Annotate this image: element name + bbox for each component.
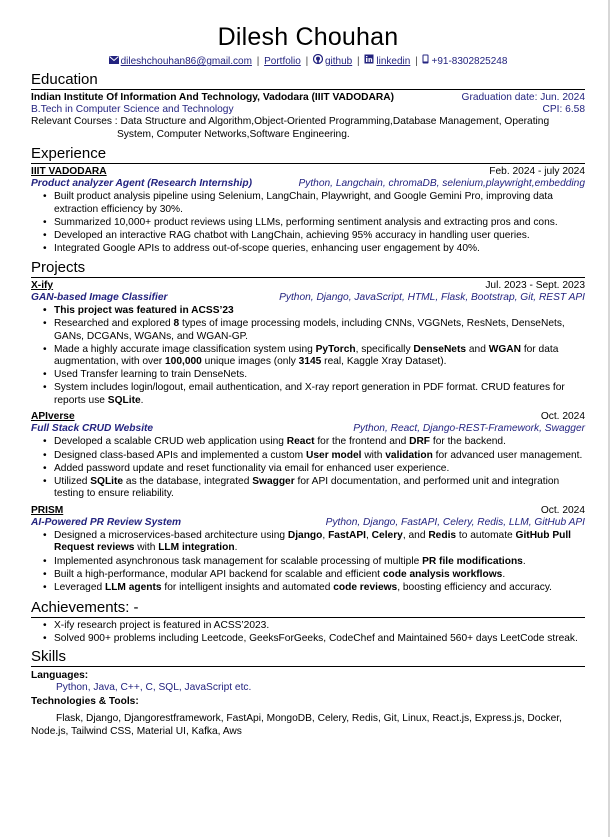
- courses-label: Relevant Courses :: [31, 116, 118, 128]
- linkedin-icon: [364, 54, 374, 68]
- list-item: • System includes login/logout, email authentication, and X-ray report generation in PDF format. CRUD features for reports use SQLite.: [54, 382, 585, 406]
- project-prism-row: [31, 505, 585, 517]
- cpi: CPI: 6.58: [542, 104, 585, 116]
- project-subtitle: AI-Powered PR Review System: [31, 516, 182, 528]
- list-item: • Integrated Google APIs to address out-of-scope queries, enhancing user engagement by 40%.: [54, 243, 585, 255]
- list-item: • Developed an interactive RAG chatbot with LangChain, achieving 95% accuracy in handling user queries.: [54, 230, 585, 242]
- skills-heading: Skills: [31, 647, 67, 665]
- list-item: • Researched and explored 8 types of image processing models, including CNNs, VGGNets, ResNets, DenseNets, GANs, DCGANs, WGANs, and WGAN-GP.: [54, 318, 585, 342]
- project-dates: Jul. 2023 - Sept. 2023: [485, 279, 585, 291]
- candidate-name: Dilesh Chouhan: [217, 23, 399, 51]
- experience-tech: Python, Langchain, chromaDB, selenium,playwright,embedding: [298, 178, 585, 190]
- list-item: • Built product analysis pipeline using Selenium, LangChain, Playwright, and Google Gemini Pro, improving data extraction efficiency by 30%.: [54, 191, 585, 215]
- list-item: • Built a high-performance, modular API backend for scalable and efficient code analysis workflows.: [54, 569, 585, 581]
- experience-row: [31, 166, 585, 178]
- section-divider: [31, 163, 585, 164]
- separator: |: [357, 56, 360, 67]
- section-divider: [31, 277, 585, 278]
- project-prism-bullets: [31, 530, 585, 594]
- project-subtitle: Full Stack CRUD Website: [31, 423, 154, 435]
- list-item: • This project was featured in ACSS’23: [54, 305, 585, 317]
- achievements-heading: Achievements: -: [31, 599, 139, 617]
- linkedin-link[interactable]: linkedin: [376, 56, 411, 67]
- section-divider: [31, 666, 585, 667]
- project-prism-sub: [31, 517, 585, 529]
- education-heading: Education: [31, 71, 98, 88]
- section-divider: [31, 89, 585, 90]
- experience-org: IIIT VADODARA: [31, 165, 107, 177]
- experience-role-row: [31, 178, 585, 190]
- page-edge: [608, 0, 610, 837]
- phone-number: +91-8302825248: [431, 56, 508, 67]
- project-tech: Python, Django, FastAPI, Celery, Redis, LLM, GitHub API: [325, 516, 585, 528]
- project-apiverse-sub: [31, 423, 585, 435]
- phone-icon: [422, 54, 429, 68]
- list-item: • Made a highly accurate image classification system using PyTorch, specifically DenseNets and WGAN for data augmentation, with over 100,000 unique images (only 3145 real, Kaggle Xray Dataset).: [54, 344, 585, 368]
- institute-name: Indian Institute Of Information And Technology, Vadodara (IIIT VADODARA): [31, 92, 394, 103]
- separator: |: [305, 56, 309, 67]
- degree-row: [31, 104, 585, 116]
- mail-icon: [109, 56, 119, 68]
- list-item: • X-ify research project is featured in ACSS’2023.: [54, 620, 585, 632]
- list-item: • Solved 900+ problems including Leetcode, GeeksForGeeks, CodeChef and Maintained 560+ days LeetCode streak.: [54, 633, 585, 645]
- education-row: [31, 92, 585, 104]
- github-link[interactable]: github: [324, 56, 353, 67]
- list-item: • Developed a scalable CRUD web application using React for the frontend and DRF for the backend.: [54, 436, 585, 448]
- experience-bullets: [31, 191, 585, 255]
- list-item: • Utilized SQLite as the database, integrated Swagger for API documentation, and performed unit and integration testing to ensure reliability.: [54, 476, 585, 500]
- list-item: • Summarized 10,000+ product reviews using LLMs, performing sentiment analysis and extracting pros and cons.: [54, 217, 585, 229]
- list-item: • Added password update and reset functionality via email for enhanced user experience.: [54, 463, 585, 475]
- separator: |: [256, 56, 260, 67]
- project-name: APIverse: [31, 410, 75, 422]
- contact-line: [31, 54, 585, 70]
- project-dates: Oct. 2024: [540, 504, 585, 516]
- project-subtitle: GAN-based Image Classifier: [31, 291, 168, 303]
- project-xify-sub: [31, 292, 585, 304]
- project-tech: Python, React, Django-REST-Framework, Swagger: [353, 423, 585, 435]
- email-link[interactable]: dileshchouhan86@gmail.com: [120, 56, 252, 67]
- list-item: • Designed a microservices-based architecture using Django, FastAPI, Celery, and Redis to automate GitHub Pull Request reviews with LLM integration.: [54, 530, 585, 554]
- separator: |: [415, 56, 418, 67]
- project-xify-bullets: [31, 305, 585, 407]
- languages-label: Languages:: [31, 669, 89, 681]
- project-apiverse-row: [31, 411, 585, 423]
- list-item: • Leveraged LLM agents for intelligent insights and automated code reviews, boosting efficiency and accuracy.: [54, 582, 585, 594]
- project-name: PRISM: [31, 504, 64, 516]
- github-icon: [313, 54, 323, 68]
- project-xify-row: [31, 280, 585, 292]
- experience-dates: Feb. 2024 - july 2024: [489, 165, 585, 177]
- project-dates: Oct. 2024: [540, 410, 585, 422]
- list-item: • Used Transfer learning to train DenseNets.: [54, 369, 585, 381]
- degree: B.Tech in Computer Science and Technology: [31, 104, 234, 116]
- relevant-courses: [31, 116, 585, 140]
- tools-label: Technologies & Tools:: [31, 696, 139, 708]
- section-divider: [31, 617, 585, 618]
- languages-list: Python, Java, C++, C, SQL, JavaScript etc.: [56, 681, 252, 693]
- courses-list: Data Structure and Algorithm,Object-Oriented Programming,Database Management, Operating System, Computer Networks,Software Engineering.: [117, 116, 550, 140]
- experience-role: Product analyzer Agent (Research Internship): [31, 178, 252, 190]
- list-item: • Implemented asynchronous task management for scalable processing of multiple PR file modifications.: [54, 556, 585, 568]
- project-apiverse-bullets: [31, 436, 585, 500]
- experience-heading: Experience: [31, 144, 107, 162]
- portfolio-link[interactable]: Portfolio: [264, 56, 301, 67]
- list-item: • Designed class-based APIs and implemented a custom User model with validation for advanced user management.: [54, 450, 585, 462]
- project-tech: Python, Django, JavaScript, HTML, Flask, Bootstrap, Git, REST API: [279, 291, 585, 303]
- tools-list: Flask, Django, Djangorestframework, FastApi, MongoDB, Celery, Redis, Git, Linux, React.js, Express.js, Docker, Node.js, Tailwind CSS, Material UI, Kafka, Aws: [31, 713, 562, 737]
- achievements-bullets: [31, 620, 585, 645]
- projects-heading: Projects: [31, 258, 86, 276]
- project-name: X-ify: [31, 279, 54, 291]
- graduation-date: Graduation date: Jun. 2024: [461, 92, 585, 103]
